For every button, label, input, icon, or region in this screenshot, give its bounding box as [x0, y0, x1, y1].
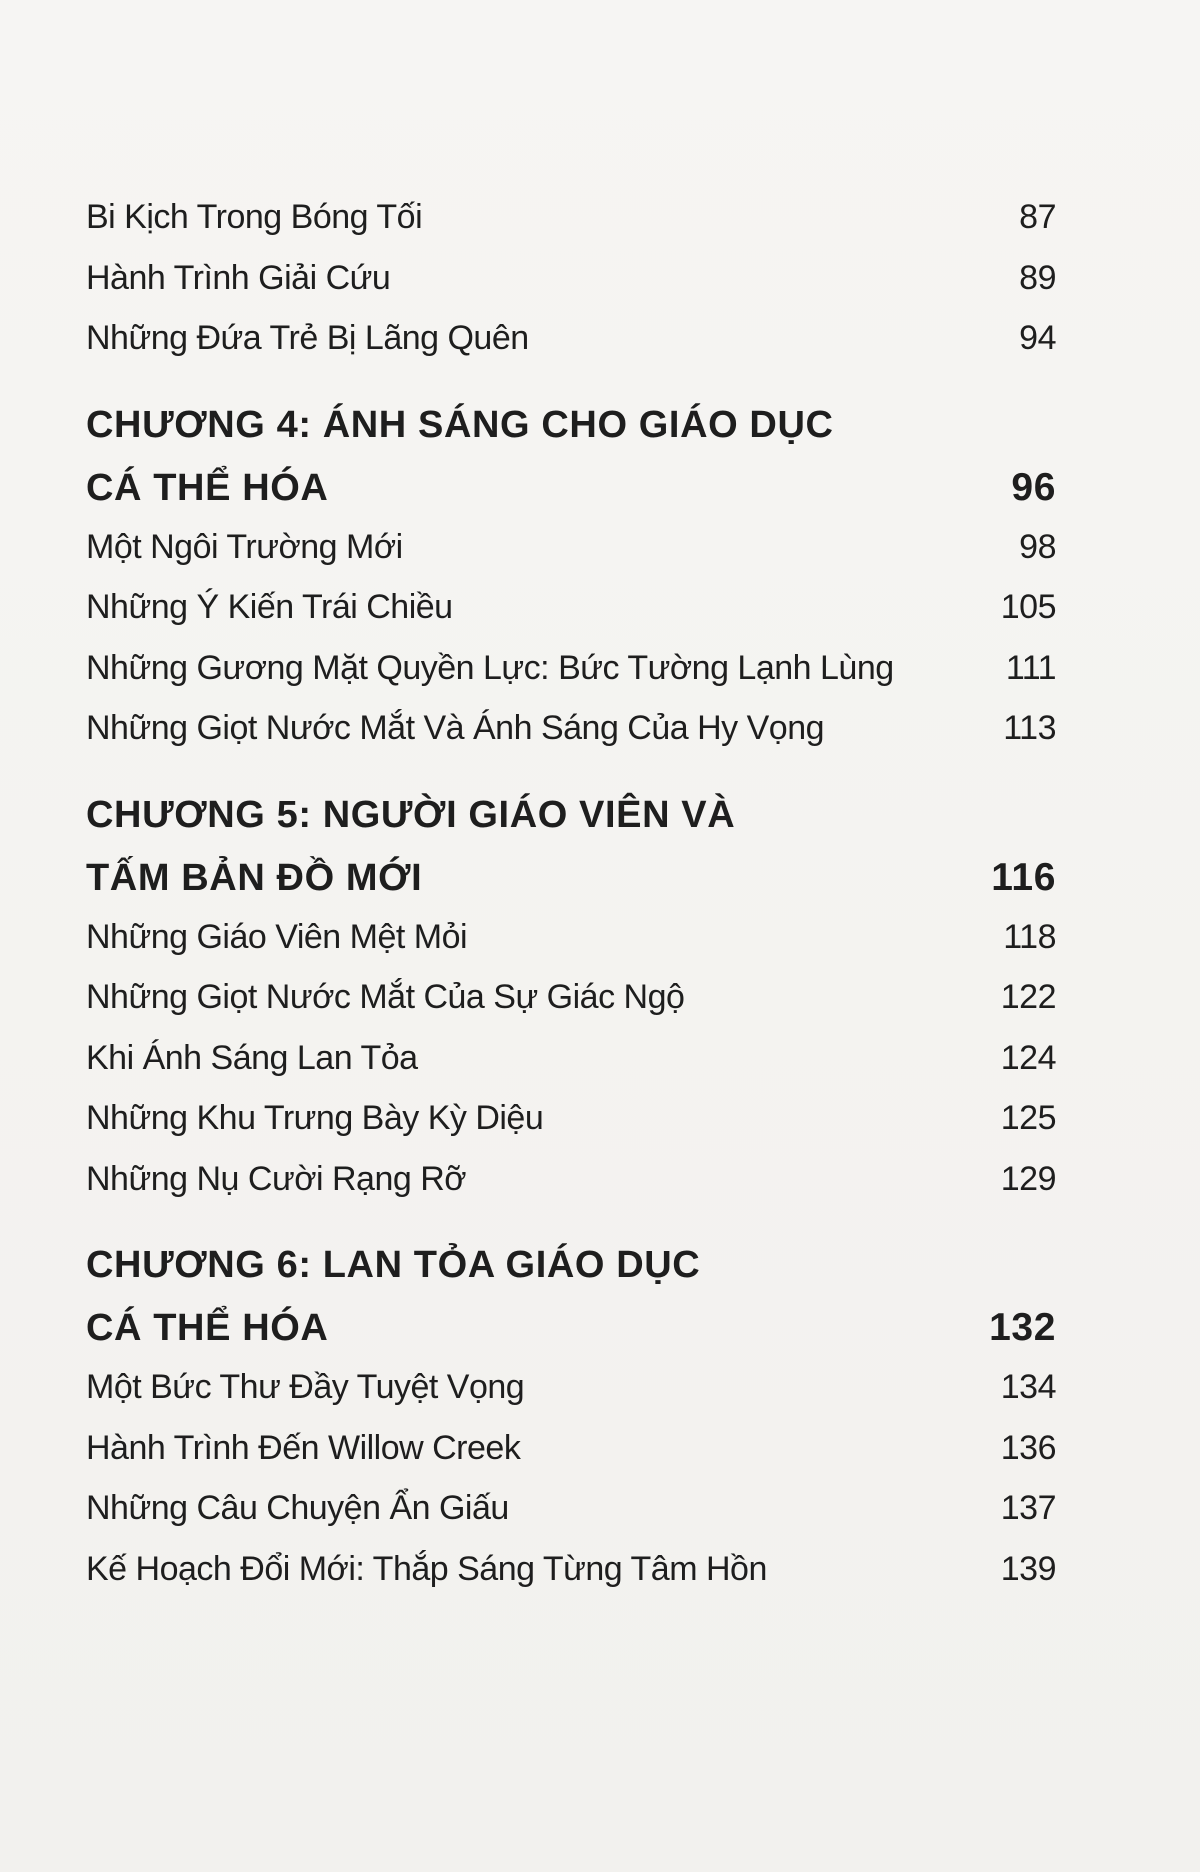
toc-entry-page: 111: [1005, 648, 1056, 687]
chapter-heading: [86, 1244, 1066, 1368]
toc-entry-page: 136: [1000, 1428, 1056, 1467]
toc-entry-title: Những Câu Chuyện Ẩn Giấu: [86, 1489, 509, 1527]
chapter-title-line-2: CÁ THỂ HÓA: [86, 1307, 329, 1349]
toc-entry-title: Những Giáo Viên Mệt Mỏi: [86, 917, 468, 956]
toc-entry-title: Những Đứa Trẻ Bị Lãng Quên: [86, 319, 529, 357]
toc-entry: [86, 1039, 1066, 1100]
chapter-page: 132: [989, 1306, 1056, 1349]
toc-entry-title: Những Gương Mặt Quyền Lực: Bức Tường Lạnh Lùng: [86, 648, 894, 687]
chapter-title-line-1: CHƯƠNG 5: NGƯỜI GIÁO VIÊN VÀ: [86, 793, 736, 836]
chapter-page: 116: [991, 855, 1056, 899]
toc-entry-page: 105: [1000, 588, 1056, 626]
toc-entry-title: Một Bức Thư Đầy Tuyệt Vọng: [86, 1368, 525, 1406]
toc-entry-page: 139: [1000, 1549, 1056, 1588]
toc-entry: [86, 198, 1066, 259]
toc-entry: [86, 1368, 1066, 1429]
toc-entry-page: 122: [1000, 978, 1056, 1016]
toc-entry: [86, 259, 1066, 320]
toc-entry: [86, 1099, 1066, 1160]
chapter-title-line-2: TẤM BẢN ĐỒ MỚI: [86, 856, 423, 899]
toc-entry-page: 125: [1000, 1099, 1056, 1137]
toc-entry-page: 87: [1019, 198, 1056, 236]
chapter-title-line-2: CÁ THỂ HÓA: [86, 466, 329, 509]
toc-entry-title: Những Nụ Cười Rạng Rỡ: [86, 1159, 467, 1198]
toc-entry-title: Những Giọt Nước Mắt Và Ánh Sáng Của Hy Vọng: [86, 709, 825, 747]
toc-entry-page: 124: [1000, 1038, 1056, 1077]
toc-entry-page: 134: [1000, 1368, 1056, 1406]
toc-entry: [86, 319, 1066, 380]
chapter-heading: [86, 404, 1066, 528]
toc-entry-title: Những Giọt Nước Mắt Của Sự Giác Ngộ: [86, 978, 685, 1016]
toc-entry: [86, 588, 1066, 649]
toc-entry-page: 137: [1000, 1489, 1056, 1527]
chapter-heading: [86, 794, 1066, 918]
toc-entry: [86, 649, 1066, 710]
toc-entry-title: Kế Hoạch Đổi Mới: Thắp Sáng Từng Tâm Hồn: [86, 1549, 767, 1588]
toc-entry-title: Hành Trình Đến Willow Creek: [86, 1428, 521, 1467]
toc-entry: [86, 1429, 1066, 1490]
toc-entry: [86, 709, 1066, 770]
toc-entry-title: Hành Trình Giải Cứu: [86, 258, 391, 297]
chapter-title-line-1: CHƯƠNG 6: LAN TỎA GIÁO DỤC: [86, 1244, 701, 1286]
toc-entry-page: 129: [1000, 1159, 1056, 1198]
toc-entry-page: 98: [1019, 527, 1056, 566]
table-of-contents: [86, 198, 1066, 1610]
toc-entry: [86, 1160, 1066, 1221]
toc-entry-title: Bi Kịch Trong Bóng Tối: [86, 198, 423, 236]
toc-entry-page: 89: [1019, 258, 1056, 297]
toc-entry: [86, 1489, 1066, 1550]
toc-entry-page: 113: [1003, 709, 1056, 747]
toc-entry-page: 94: [1019, 319, 1056, 357]
chapter-title-line-1: CHƯƠNG 4: ÁNH SÁNG CHO GIÁO DỤC: [86, 403, 834, 446]
toc-entry-title: Khi Ánh Sáng Lan Tỏa: [86, 1038, 418, 1077]
toc-entry: [86, 918, 1066, 979]
toc-entry-title: Những Khu Trưng Bày Kỳ Diệu: [86, 1099, 544, 1137]
toc-entry: [86, 528, 1066, 589]
chapter-page: 96: [1011, 465, 1056, 509]
toc-entry: [86, 1550, 1066, 1611]
toc-entry: [86, 978, 1066, 1039]
toc-entry-page: 118: [1003, 917, 1056, 956]
toc-entry-title: Những Ý Kiến Trái Chiều: [86, 588, 453, 626]
toc-entry-title: Một Ngôi Trường Mới: [86, 527, 403, 566]
